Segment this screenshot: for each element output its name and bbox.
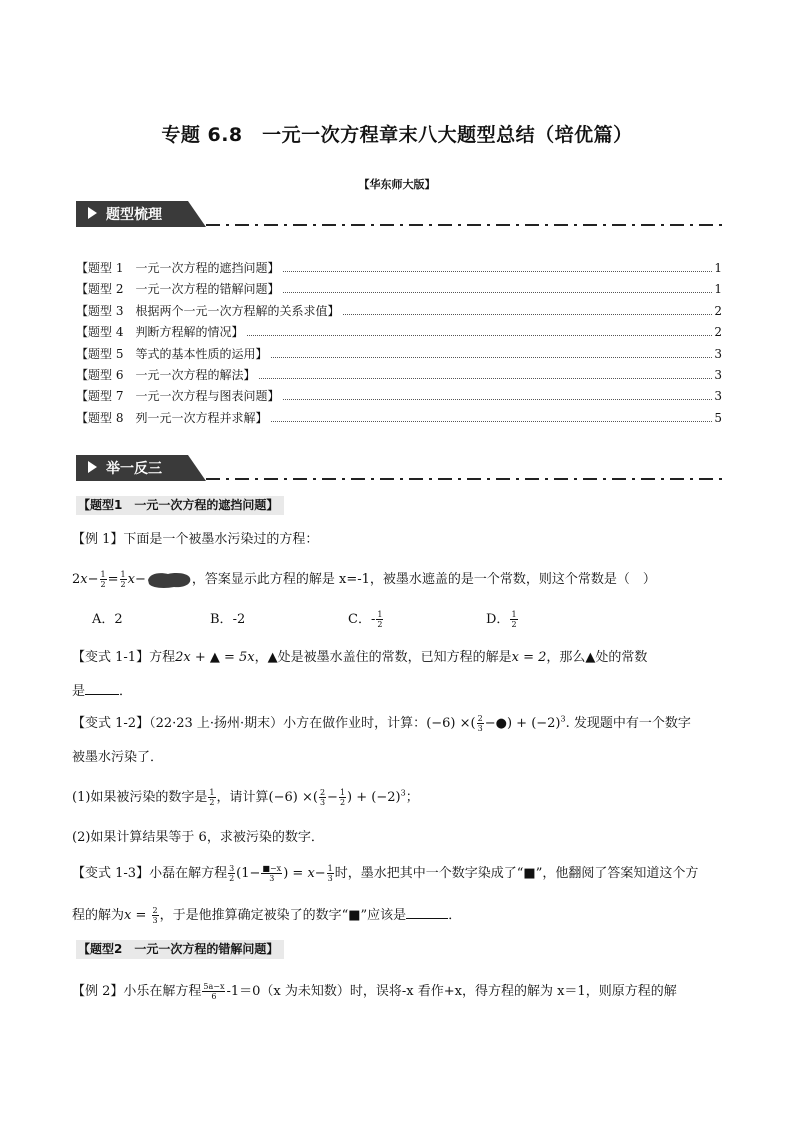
variant-1-3-line2: 程的解为x = $\frac{2}{3}$ ，于是他推算确定被染了的数字“■”应该是 ． xyxy=(72,906,462,925)
edition-label: 【华东师大版】 xyxy=(358,178,436,191)
example1-lead: 【例 1】下面是一个被墨水污染过的方程： xyxy=(72,532,319,547)
variant-1-1-line2: 是 ． xyxy=(72,684,133,699)
toc-item[interactable]: 【题型 5 等式的基本性质的运用】 3 xyxy=(76,346,722,361)
variant-1-2-q1: (1)如果被污染的数字是 $\frac{1}{2}$ ，请计算(−6) ×( $\frac{2}{3}$ − $\frac{1}{2}$ ) + $(-2)^3$； xyxy=(72,788,419,807)
variant-1-2: 【变式 1-2】（22·23 上·扬州·期末）小方在做作业时，计算：(−6) ×( $\frac{2}{3}$ −●) + $(-2)^3$. 发现题中有一个数字 xyxy=(72,714,691,733)
example2: 【例 2】小乐在解方程 $\frac{5a-x}{6}$ -1＝0（x 为未知数）时，误将-x 看作+x，得方程的解为 x＝1，则原方程的解 xyxy=(72,982,677,1001)
banner-toc xyxy=(76,201,206,225)
answer-blank[interactable] xyxy=(85,694,119,695)
toc-item[interactable]: 【题型 8 列一元一次方程并求解】 5 xyxy=(76,410,722,425)
banner-examples xyxy=(76,455,206,479)
option-d[interactable]: D． $\frac{1}{2}$ xyxy=(486,610,517,629)
option-a[interactable]: A．2 xyxy=(92,612,123,627)
variant-1-1: 【变式 1-1】方程2x + ▲ = 5x，▲处是被墨水盖住的常数，已知方程的解是x = 2，那么▲处的常数 xyxy=(72,650,648,665)
variant-1-2-line2: 被墨水污染了． xyxy=(72,750,164,765)
variant-1-2-q2: (2)如果计算结果等于 6，求被污染的数字． xyxy=(72,830,324,845)
toc-item[interactable]: 【题型 7 一元一次方程与图表问题】 3 xyxy=(76,389,722,404)
toc-item[interactable]: 【题型 1 一元一次方程的遮挡问题】 1 xyxy=(76,261,722,275)
toc-item[interactable]: 【题型 3 根据两个一元一次方程解的关系求值】 2 xyxy=(76,303,722,318)
play-icon xyxy=(88,461,97,473)
section-heading: 【题型1 一元一次方程的遮挡问题】 xyxy=(76,496,284,515)
option-b[interactable]: B．-2 xyxy=(210,612,246,627)
play-icon xyxy=(88,207,97,219)
banner-toc-label: 题型梳理 xyxy=(106,207,162,223)
dash-divider xyxy=(206,224,722,226)
example1-equation: 2x− $\frac{1}{2}$ = $\frac{1}{2}$ x− ，答案显示此方程的解是 x=-1，被墨水遮盖的是一个常数，则这个常数是（ ） xyxy=(72,570,656,589)
section-heading: 【题型2 一元一次方程的错解问题】 xyxy=(76,940,284,959)
toc-item[interactable]: 【题型 6 一元一次方程的解法】 3 xyxy=(76,367,722,382)
option-c[interactable]: C．- $\frac{1}{2}$ xyxy=(348,610,383,629)
ink-blot-icon xyxy=(146,571,192,589)
variant-1-3: 【变式 1-3】小磊在解方程 $\frac{3}{2}$ (1− $\frac{■-x}{3}$ ) = x− $\frac{1}{3}$ 时，墨水把其中一个数字染成了“■”，他翻阅了答案知道这个方 xyxy=(72,864,699,883)
page-title: 专题 6.8 一元一次方程章末八大题型总结（培优篇） xyxy=(161,124,633,146)
toc-item[interactable]: 【题型 2 一元一次方程的错解问题】 1 xyxy=(76,282,722,297)
answer-blank[interactable] xyxy=(406,918,448,919)
dash-divider xyxy=(206,478,722,480)
table-of-contents xyxy=(76,259,722,430)
toc-item[interactable]: 【题型 4 判断方程解的情况】 2 xyxy=(76,325,722,340)
banner-examples-label: 举一反三 xyxy=(106,461,162,477)
